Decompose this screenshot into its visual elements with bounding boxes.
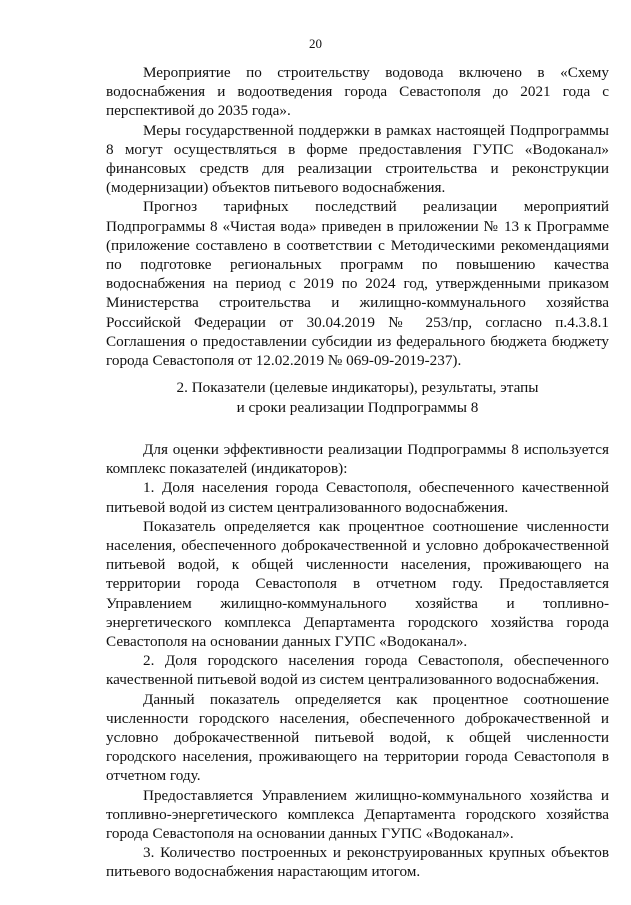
text-block-bottom	[106, 440, 609, 882]
page-number: 20	[309, 36, 322, 51]
paragraph: 1. Доля населения города Севастополя, обеспеченного качественной питьевой водой из систем централизованного водоснабжения.	[106, 479, 609, 516]
paragraph: 2. Доля городского населения города Севастополя, обеспеченного качественной питьевой водой из систем централизованного водоснабжения.	[106, 652, 609, 689]
paragraph: Прогноз тарифных последствий реализации мероприятий Подпрограммы 8 «Чистая вода» приведен в приложении № 13 к Программе (приложение составлено в соответствии с Методическими рекомендациями по подготовке региональных программ по повышению качества водоснабжения на период с 2019 по 2024 год, утвержденными приказом Министерства строительства и жилищно-коммунального хозяйства Российской Федерации от 30.04.2019 № 253/пр, согласно п.4.3.8.1 Соглашения о предоставлении субсидии из федерального бюджета бюджету города Севастополя от 12.02.2019 № 069-09-2019-237).	[106, 198, 609, 370]
paragraph: Предоставляется Управлением жилищно-коммунального хозяйства и топливно-энергетического комплекса Департамента городского хозяйства города Севастополя на основании данных ГУПС «Водоканал».	[106, 786, 609, 843]
section-heading	[106, 378, 609, 418]
section-heading-line: и сроки реализации Подпрограммы 8	[236, 399, 479, 416]
paragraph: Мероприятие по строительству водовода включено в «Схему водоснабжения и водоотведения города Севастополя до 2021 года с перспективой до 2035 года».	[106, 64, 609, 120]
paragraph: Показатель определяется как процентное соотношение численности населения, обеспеченного доброкачественной и условно доброкачественной питьевой водой, к общей численности населения, проживающего на территории города Севастополя в отчетном году. Предоставляется Управлением жилищно-коммунального хозяйства и топливно-энергетического комплекса Департамента городского хозяйства города Севастополя на основании данных ГУПС «Водоканал».	[106, 517, 609, 651]
paragraph: Меры государственной поддержки в рамках настоящей Подпрограммы 8 могут осуществляться в форме предоставления ГУПС «Водоканал» финансовых средств для реализации строительства и реконструкции (модернизации) объектов питьевого водоснабжения.	[106, 121, 609, 197]
paragraph: 3. Количество построенных и реконструированных крупных объектов питьевого водоснабжения нарастающим итогом.	[106, 844, 609, 881]
paragraph: Для оценки эффективности реализации Подпрограммы 8 используется комплекс показателей (индикаторов):	[106, 441, 609, 478]
text-block-top	[106, 63, 609, 370]
section-heading-line: 2. Показатели (целевые индикаторы), результаты, этапы	[176, 379, 539, 396]
paragraph: Данный показатель определяется как процентное соотношение численности городского населения, обеспеченного доброкачественной и условно доброкачественной питьевой водой, к общей численности городского населения, проживающего на территории города Севастополя в отчетном году.	[106, 690, 609, 785]
